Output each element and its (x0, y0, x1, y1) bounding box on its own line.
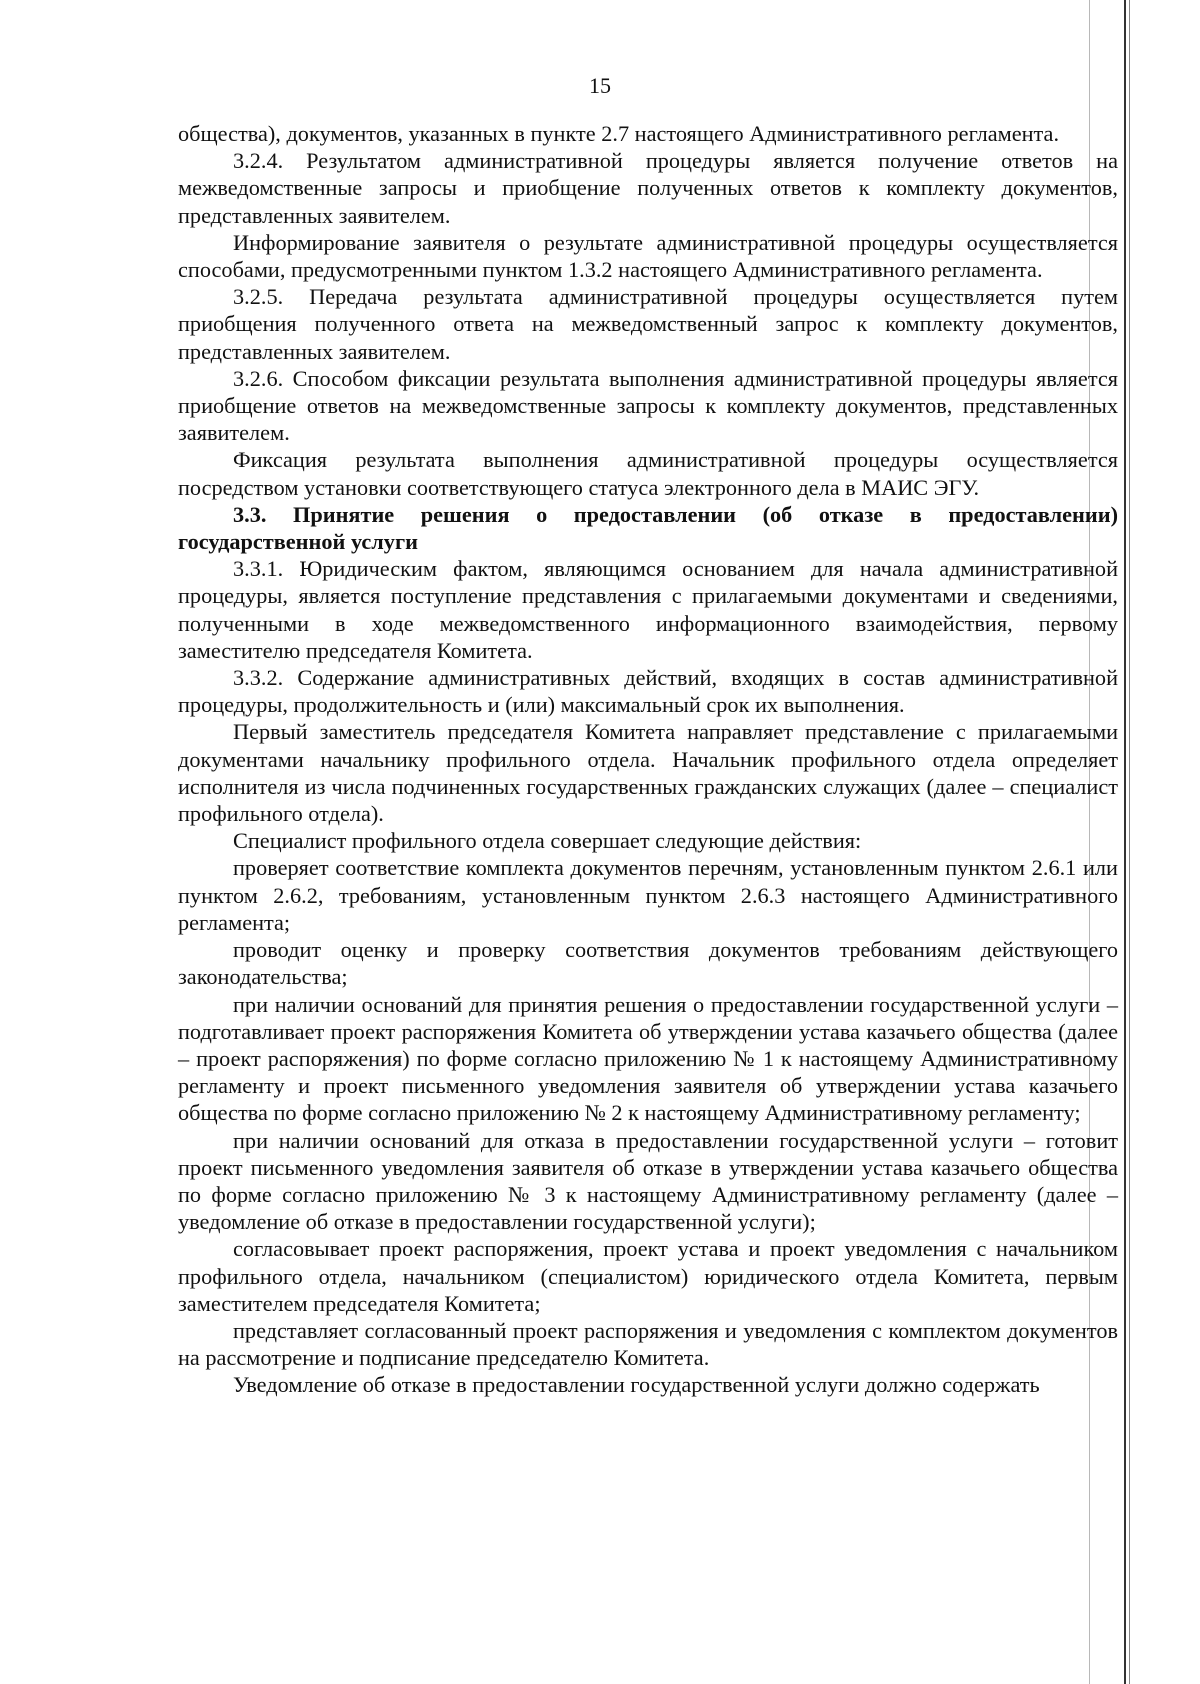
scan-artifact-line (1124, 0, 1126, 1684)
page-number: 15 (589, 73, 611, 98)
paragraph: Информирование заявителя о результате административной процедуры осуществляется способами, предусмотренными пунктом 1.3.2 настоящего Административного регламента. (178, 229, 1118, 283)
scan-artifact-line (1089, 0, 1090, 1684)
document-body (178, 120, 1118, 1399)
paragraph: 3.2.6. Способом фиксации результата выполнения административной процедуры является приобщение ответов на межведомственные запросы к комплекту документов, представленных заявителем. (178, 365, 1118, 446)
paragraph: 3.2.5. Передача результата административной процедуры осуществляется путем приобщения полученного ответа на межведомственный запрос к комплекту документов, представленных заявителем. (178, 284, 1118, 364)
paragraph: Первый заместитель председателя Комитета направляет представление с прилагаемыми документами начальнику профильного отдела. Начальник профильного отдела определяет исполнителя из числа подчиненных государственных гражданских служащих (далее – специалист профильного отдела). (178, 719, 1118, 827)
paragraph: проводит оценку и проверку соответствия документов требованиям действующего законодательства; (178, 937, 1118, 990)
paragraph: проверяет соответствие комплекта документов перечням, установленным пунктом 2.6.1 или пунктом 2.6.2, требованиям, установленным пунктом 2.6.3 настоящего Административного регламента; (178, 855, 1118, 935)
paragraph: Фиксация результата выполнения административной процедуры осуществляется посредством установки соответствующего статуса электронного дела в МАИС ЭГУ. (178, 447, 1118, 500)
paragraph: 3.2.4. Результатом административной процедуры является получение ответов на межведомственные запросы и приобщение полученных ответов к комплекту документов, представленных заявителем. (178, 148, 1118, 228)
scan-artifact-line (1129, 0, 1130, 1684)
paragraph: Уведомление об отказе в предоставлении государственной услуги должно содержать (233, 1372, 1040, 1398)
paragraph: согласовывает проект распоряжения, проект устава и проект уведомления с начальником профильного отдела, начальником (специалистом) юридического отдела Комитета, первым заместителем председателя Комитета; (178, 1236, 1118, 1316)
paragraph: при наличии оснований для принятия решения о предоставлении государственной услуги – подготавливает проект распоряжения Комитета об утверждении устава казачьего общества (далее – проект распоряжения) по форме согласно приложению № 1 к настоящему Административному регламенту и проект письменного уведомления заявителя об утверждении устава казачьего общества по форме согласно приложению № 2 к настоящему Административному регламенту; (178, 991, 1118, 1126)
paragraph: 3.3.2. Содержание административных действий, входящих в состав административной процедуры, продолжительность и (или) максимальный срок их выполнения. (178, 665, 1118, 718)
paragraph: при наличии оснований для отказа в предоставлении государственной услуги – готовит проект письменного уведомления заявителя об отказе в утверждении устава казачьего общества по форме согласно приложению № 3 к настоящему Административному регламенту (далее – уведомление об отказе в предоставлении государственной услуги); (178, 1127, 1118, 1235)
paragraph: 3.3.1. Юридическим фактом, являющимся основанием для начала административной процедуры, является поступление представления с прилагаемыми документами и сведениями, полученными в ходе межведомственного информационного взаимодействия, первому заместителю председателя Комитета. (178, 556, 1118, 663)
paragraph: общества), документов, указанных в пункте 2.7 настоящего Административного регламента. (178, 121, 1060, 146)
paragraph: Специалист профильного отдела совершает следующие действия: (233, 828, 862, 854)
section-heading: 3.3. Принятие решения о предоставлении (об отказе в предоставлении) государственной услуги (178, 501, 1118, 555)
paragraph: представляет согласованный проект распоряжения и уведомления с комплектом документов на рассмотрение и подписание председателю Комитета. (178, 1317, 1118, 1371)
